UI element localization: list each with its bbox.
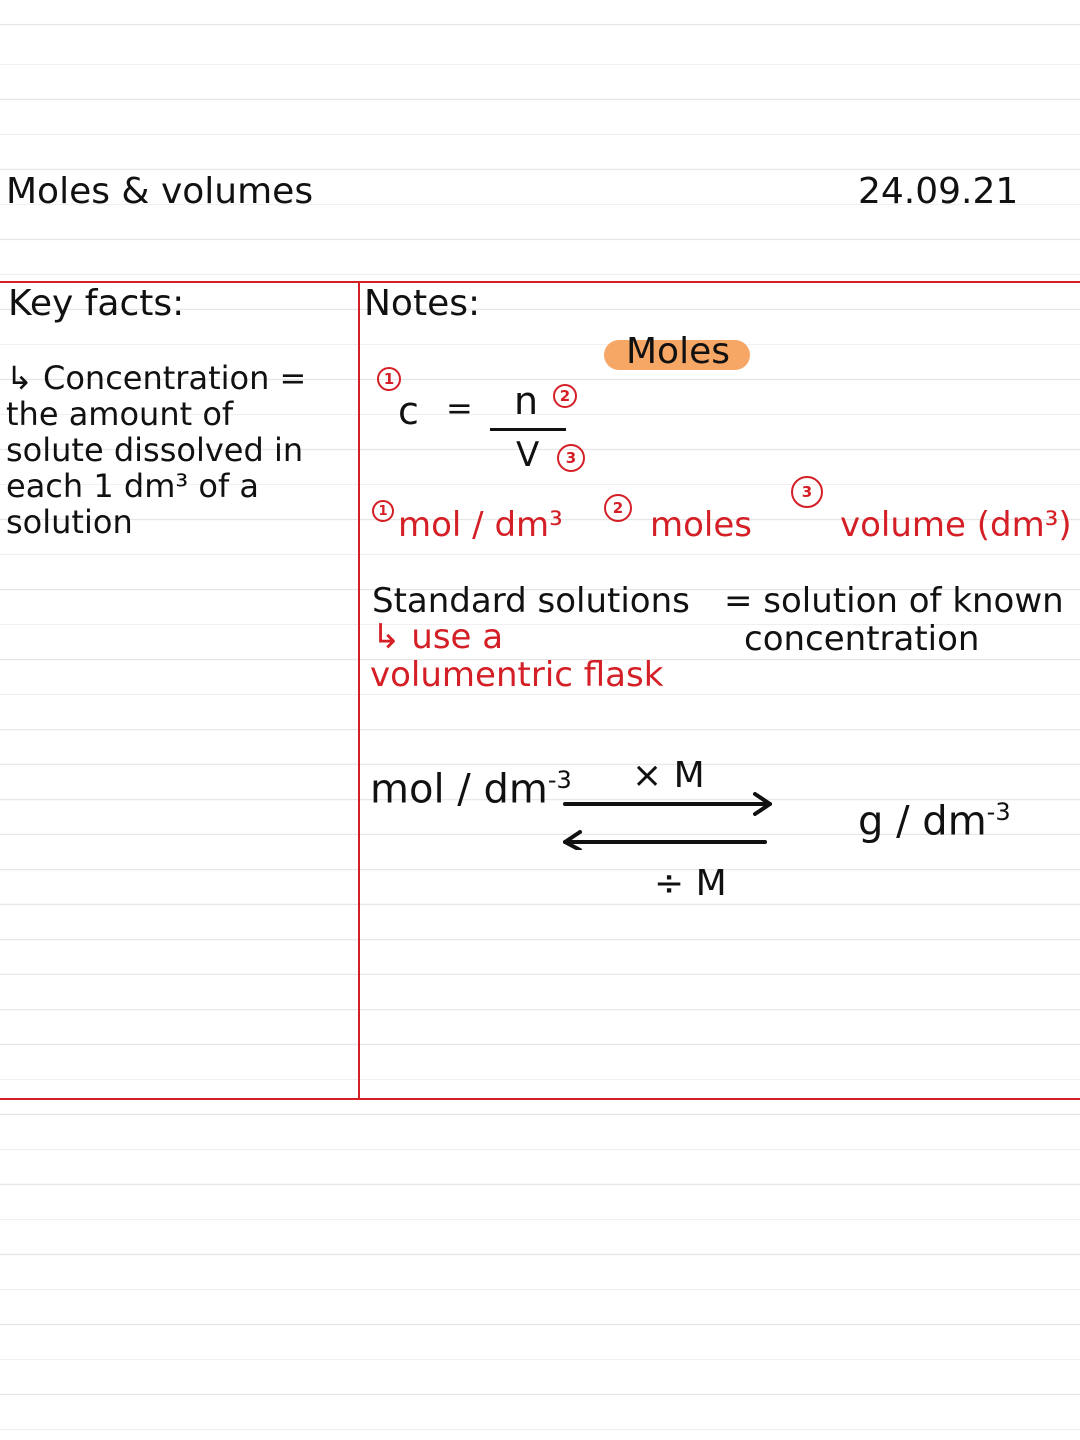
key-fact-line: solution [6,503,133,541]
unit-1-marker: 1 [372,500,394,522]
key-fact-line: each 1 dm³ of a [6,467,259,505]
multiply-label: × M [632,755,705,796]
marker-1-circle: 1 [377,367,401,391]
conversion-left-exponent: -3 [547,766,572,794]
formula-equals: = [446,389,473,427]
unit-2-text: moles [650,505,752,545]
backward-arrow-icon [565,832,765,850]
key-facts-list [6,360,351,540]
key-fact-line: ↳ Concentration = [6,359,307,397]
column-divider [358,281,360,1100]
conversion-arrows [555,790,780,850]
fraction-bar [490,428,566,431]
unit-2-marker: 2 [604,494,632,522]
unit-1-text: mol / dm³ [398,505,563,545]
conversion-right-exponent: -3 [986,798,1011,826]
formula-denominator: V [516,435,540,475]
topic-label: Moles [626,331,730,372]
conversion-right-unit-text: g / dm [858,798,987,845]
page-title: Moles & volumes [6,171,314,212]
forward-arrow-icon [565,794,770,814]
conversion-left-unit-text: mol / dm [370,766,548,813]
conversion-right-unit [858,798,1011,845]
formula-c: c [398,389,419,433]
page-date: 24.09.21 [858,171,1019,212]
divide-label: ÷ M [654,863,727,904]
standard-solutions-definition-1: = solution of known [724,581,1064,621]
conversion-left-unit [370,766,572,813]
standard-solutions-term: Standard solutions [372,581,690,621]
notes-heading: Notes: [364,283,481,324]
standard-solutions-definition-2: concentration [744,619,980,659]
key-fact-line: solute dissolved in [6,431,304,469]
table-bottom-border [0,1098,1080,1100]
key-fact-line: the amount of [6,395,234,433]
standard-solutions-tip-2: volumentric flask [370,655,664,695]
standard-solutions-tip-1: ↳ use a [372,617,504,657]
key-facts-heading: Key facts: [8,283,185,324]
unit-3-marker: 3 [791,476,823,508]
unit-3-text: volume (dm³) [840,505,1072,545]
formula-numerator: n [514,379,539,423]
marker-3-circle: 3 [557,444,585,472]
marker-2-circle: 2 [553,384,577,408]
